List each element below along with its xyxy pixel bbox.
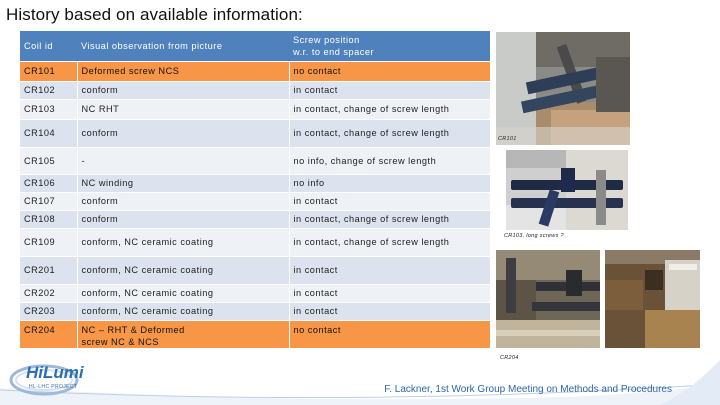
cell-screw-position: no info bbox=[289, 174, 490, 192]
cell-coil-id: CR202 bbox=[20, 284, 77, 302]
cell-coil-id: CR204 bbox=[20, 320, 77, 348]
footer-credit: F. Lackner, 1st Work Group Meeting on Methods and Procedures bbox=[384, 384, 672, 395]
cell-screw-position: no contact bbox=[289, 61, 490, 81]
table-row bbox=[20, 99, 490, 119]
table-row bbox=[20, 320, 490, 348]
cell-coil-id: CR103 bbox=[20, 99, 77, 119]
cr101-photo bbox=[496, 32, 630, 145]
table-row bbox=[20, 174, 490, 192]
column-header-observation: Visual observation from picture bbox=[77, 31, 289, 61]
hilumi-logo bbox=[8, 362, 86, 398]
cell-observation: NC RHT bbox=[77, 99, 289, 119]
cell-observation: Deformed screw NCS bbox=[77, 61, 289, 81]
cell-coil-id: CR201 bbox=[20, 256, 77, 284]
cell-coil-id: CR203 bbox=[20, 302, 77, 320]
cell-observation: conform bbox=[77, 119, 289, 147]
cell-observation: conform bbox=[77, 81, 289, 99]
table-row bbox=[20, 147, 490, 174]
table-row bbox=[20, 61, 490, 81]
table-row bbox=[20, 284, 490, 302]
cell-observation: conform, NC ceramic coating bbox=[77, 228, 289, 256]
logo-text: HiLumi bbox=[26, 363, 84, 382]
cell-screw-position: in contact, change of screw length bbox=[289, 228, 490, 256]
cell-screw-position: in contact, change of screw length bbox=[289, 119, 490, 147]
cell-screw-position: no contact bbox=[289, 320, 490, 348]
cell-observation: conform, NC ceramic coating bbox=[77, 302, 289, 320]
table-row bbox=[20, 210, 490, 228]
table-row bbox=[20, 228, 490, 256]
logo-subtext: HL-LHC PROJECT bbox=[29, 384, 78, 390]
cell-observation: NC winding bbox=[77, 174, 289, 192]
cell-coil-id: CR106 bbox=[20, 174, 77, 192]
table-row bbox=[20, 256, 490, 284]
column-header-screw-position: Screw position w.r. to end spacer bbox=[289, 31, 490, 61]
cell-observation: conform, NC ceramic coating bbox=[77, 284, 289, 302]
cell-screw-position: in contact bbox=[289, 284, 490, 302]
table-row bbox=[20, 119, 490, 147]
cell-coil-id: CR107 bbox=[20, 192, 77, 210]
cr103-photo bbox=[506, 150, 628, 230]
slide-title: History based on available information: bbox=[6, 5, 303, 24]
cell-screw-position: no info, change of screw length bbox=[289, 147, 490, 174]
cell-coil-id: CR104 bbox=[20, 119, 77, 147]
cell-coil-id: CR105 bbox=[20, 147, 77, 174]
cr101-caption: CR101 bbox=[498, 136, 517, 142]
cell-observation: - bbox=[77, 147, 289, 174]
cell-screw-position: in contact, change of screw length bbox=[289, 99, 490, 119]
coil-history-table bbox=[20, 31, 490, 349]
cell-screw-position: in contact bbox=[289, 302, 490, 320]
cell-coil-id: CR109 bbox=[20, 228, 77, 256]
table-row bbox=[20, 192, 490, 210]
cr204-photo-left bbox=[496, 250, 600, 348]
table-row bbox=[20, 302, 490, 320]
cell-observation: NC – RHT & Deformed screw NC & NCS bbox=[77, 320, 289, 348]
cr204-photo-right bbox=[605, 250, 700, 348]
table-row bbox=[20, 81, 490, 99]
cell-coil-id: CR108 bbox=[20, 210, 77, 228]
cell-observation: conform bbox=[77, 192, 289, 210]
column-header-coil-id: Coil id bbox=[20, 31, 77, 61]
cr103-caption: CR103, long screws ? bbox=[504, 233, 564, 239]
footer-swoosh bbox=[0, 360, 720, 405]
cell-coil-id: CR101 bbox=[20, 61, 77, 81]
cell-screw-position: in contact bbox=[289, 256, 490, 284]
cell-screw-position: in contact bbox=[289, 81, 490, 99]
cell-screw-position: in contact, change of screw length bbox=[289, 210, 490, 228]
cell-observation: conform, NC ceramic coating bbox=[77, 256, 289, 284]
cell-coil-id: CR102 bbox=[20, 81, 77, 99]
cr204-caption: CR204 bbox=[500, 355, 519, 361]
cell-observation: conform bbox=[77, 210, 289, 228]
cell-screw-position: in contact bbox=[289, 192, 490, 210]
